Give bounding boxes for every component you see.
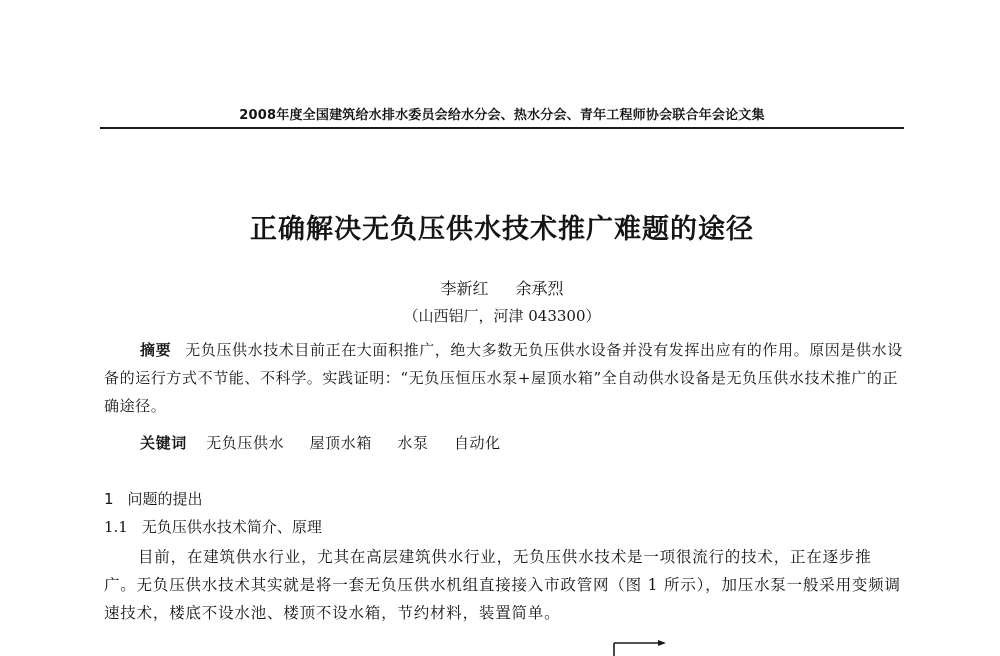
keywords-label: 关键词 — [140, 434, 187, 452]
subsection-heading — [104, 516, 322, 537]
abstract-text: 无负压供水技术目前正在大面积推广，绝大多数无负压供水设备并没有发挥出应有的作用。原因是供水设备的运行方式不节能、不科学。实践证明：“无负压恒压水泵+屋顶水箱”全自动供水设备是无负压供水技术推广的正确途径。 — [104, 341, 903, 415]
keyword: 无负压供水 — [206, 434, 285, 452]
abstract-label: 摘要 — [140, 341, 172, 359]
header-rule — [100, 127, 904, 129]
keyword: 屋顶水箱 — [309, 434, 372, 452]
paper-title: 正确解决无负压供水技术推广难题的途径 — [250, 214, 754, 245]
affiliation: （山西铝厂，河津 043300） — [403, 307, 601, 325]
section-heading — [104, 488, 203, 509]
running-header: 2008年度全国建筑给水排水委员会给水分会、热水分会、青年工程师协会联合年会论文集 — [239, 108, 765, 123]
abstract — [104, 336, 904, 420]
keyword: 自动化 — [453, 434, 501, 452]
authors — [100, 276, 904, 299]
author-2: 余承烈 — [515, 279, 564, 298]
subsection-number: 1.1 — [104, 518, 128, 536]
figure-arrow-fragment — [612, 640, 682, 656]
keyword: 水泵 — [397, 434, 429, 452]
author-1: 李新红 — [440, 279, 489, 298]
keywords — [140, 432, 501, 453]
body-paragraph: 目前，在建筑供水行业，尤其在高层建筑供水行业，无负压供水技术是一项很流行的技术，正在逐步推广。无负压供水技术其实就是将一套无负压供水机组直接接入市政管网（图 1 所示），加压水泵一般采用变频调速技术，楼底不设水池、楼顶不设水箱，节约材料，装置简单。 — [104, 548, 901, 622]
section-number: 1 — [104, 490, 114, 508]
subsection-title: 无负压供水技术简介、原理 — [141, 518, 322, 536]
section-title: 问题的提出 — [127, 490, 203, 508]
